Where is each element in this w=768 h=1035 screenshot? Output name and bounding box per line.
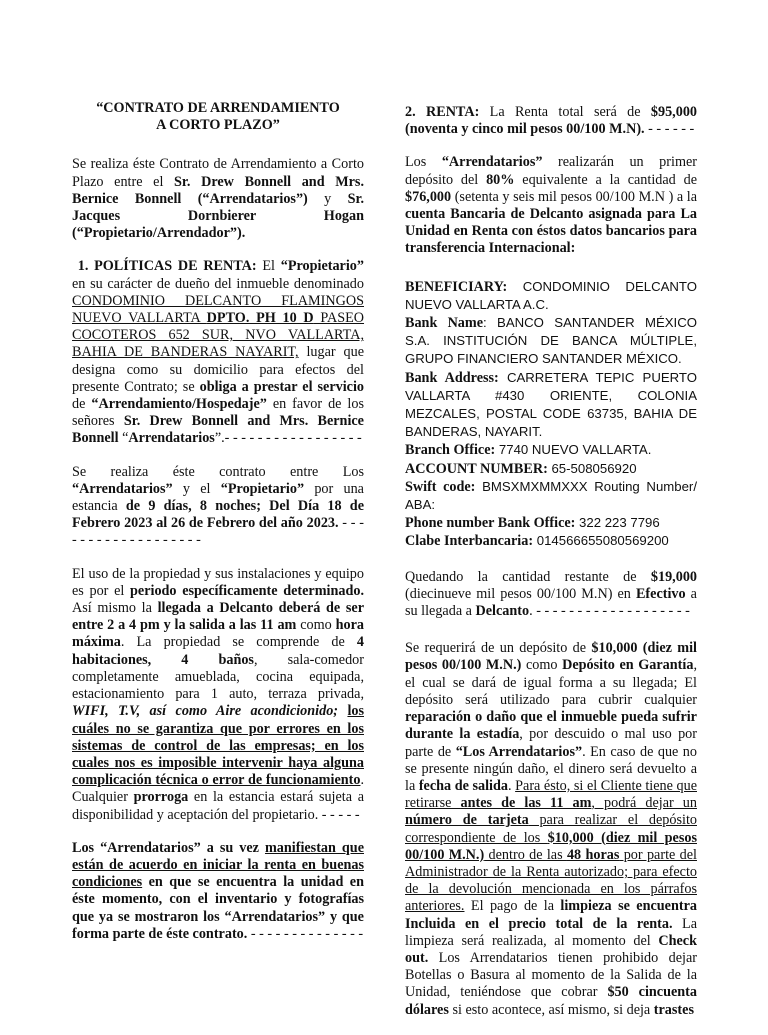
- restante-paragraph: Quedando la cantidad restante de $19,000 (diecinueve mil pesos 00/100 M.N) en Efectivo a su llegada a Delcanto. - - - - - - - - - - - - - - - - - - -: [405, 568, 697, 620]
- renta-heading: 2. RENTA:: [405, 104, 480, 120]
- estancia-paragraph: Se realiza éste contrato entre Los “Arrendatarios” y el “Propietario” por una estancia de 9 días, 8 noches; Del Día 18 de Febrero 2023 al 26 de Febrero del año 2023. - - - - - - - - - - - - - - - - - - -: [72, 463, 364, 549]
- deposito-80-paragraph: Los “Arrendatarios” realizarán un primer depósito del 80% equivalente a la cantidad de $76,000 (setenta y seis mil pesos 00/100 M.N ) a la cuenta Bancaria de Delcanto asignada para La Unidad en Renta con éstos datos bancarios para transferencia Internacional:: [405, 154, 697, 257]
- manifiestan-paragraph: Los “Arrendatarios” a su vez manifiestan que están de acuerdo en iniciar la renta en buenas condiciones en que se encuentra la unidad en éste momento, con el inventario y fotografías que ya se mostraron los “Arrendatarios” y que forma parte de éste contrato. - - - - - - - - - - - - - -: [72, 839, 364, 942]
- contract-title: [72, 100, 364, 134]
- left-column: [72, 100, 364, 959]
- title-line-2: A CORTO PLAZO”: [156, 117, 280, 134]
- uso-paragraph: El uso de la propiedad y sus instalaciones y equipo es por el periodo específicamente determinado. Así mismo la llegada a Delcanto deberá de ser entre 2 a 4 pm y la salida a las 11 am como hora máxima. La propiedad se comprende de 4 habitaciones, 4 baños, sala-comedor completamente amueblada, cocina equipada, estacionamiento para 1 auto, terraza privada, WIFI, T.V, así como Aire acondicionido; los cuáles no se garantiza que por errores en los sistemas de control de las empresas; en los cuales nos es imposible intervenir haya alguna complicación técnica o error de funcionamiento. Cualquier prorroga en la estancia estará sujeta a disponibilidad y aceptación del propietario. - - - - -: [72, 565, 364, 823]
- bank-phone: Phone number Bank Office: 322 223 7796: [405, 515, 660, 532]
- bank-name: Bank Name: BANCO SANTANDER MÉXICO S.A. INSTITUCIÓN DE BANCA MÚLTIPLE, GRUPO FINANCIERO SANTANDER MÉXICO.: [405, 315, 697, 367]
- right-column: [405, 104, 697, 1035]
- bank-swift: Swift code: BMSXMXMMXXX Routing Number/ ABA:: [405, 478, 697, 513]
- politicas-paragraph: 1. POLÍTICAS DE RENTA: El “Propietario” en su carácter de dueño del inmueble denominado CONDOMINIO DELCANTO FLAMINGOS NUEVO VALLARTA DPTO. PH 10 D PASEO COCOTEROS 652 SUR, NVO VALLARTA, BAHIA DE BANDERAS NAYARIT, lugar que designa como su domicilio para efectos del presente Contrato; se obliga a prestar el servicio de “Arrendamiento/Hospedaje” en favor de los señores Sr. Drew Bonnell and Mrs. Bernice Bonnell “Arrendatarios”.- - - - - - - - - - - - - - - - -: [72, 258, 365, 447]
- bank-beneficiary: BENEFICIARY: CONDOMINIO DELCANTO NUEVO VALLARTA A.C.: [405, 278, 697, 312]
- garantia-paragraph: Se requerirá de un depósito de $10,000 (diez mil pesos 00/100 M.N.) como Depósito en Garantía, el cual se dará de igual forma a su llegada; El depósito será utilizado para cubrir cualquier reparación o daño que el inmueble pueda sufrir durante la estadía, por descuido o mal uso por parte de “Los Arrendatarios”. En caso de que no se presente ningún daño, el dinero será devuelto a la fecha de salida. Para ésto, si el Cliente tiene que retirarse antes de las 11 am, podrá dejar un número de tarjeta para realizar el depósito correspondiente de los $10,000 (diez mil pesos 00/100 M.N.) dentro de las 48 horas por parte del Administrador de la Renta autorizado; para efecto de la devolución mencionada en los párrafos anteriores. El pago de la limpieza se encuentra Incluida en el precio total de la renta. La limpieza será realizada, al momento del Check out. Los Arrendatarios tienen prohibido dejar Botellas o Basura al momento de la Salida de la Unidad, teniéndose que cobrar $50 cincuenta dólares si esto acontece, así mismo, si deja trastes: [405, 640, 697, 1018]
- bank-address: Bank Address: CARRETERA TEPIC PUERTO VALLARTA #430 ORIENTE, COLONIA MEZCALES, POSTAL CODE 63735, BAHIA DE BANDERAS, NAYARIT.: [405, 369, 698, 440]
- bank-clabe: Clabe Interbancaria: 014566655080569200: [405, 533, 669, 550]
- title-line-1: “CONTRATO DE ARRENDAMIENTO: [96, 100, 340, 116]
- renta-paragraph: 2. RENTA: La Renta total será de $95,000 (noventa y cinco mil pesos 00/100 M.N). - - - - - -: [405, 104, 697, 138]
- bank-branch: Branch Office: 7740 NUEVO VALLARTA.: [405, 442, 652, 459]
- bank-details: [405, 278, 697, 551]
- politicas-heading: 1. POLÍTICAS DE RENTA:: [77, 258, 257, 275]
- bank-account: ACCOUNT NUMBER: 65-508056920: [405, 460, 637, 477]
- intro-paragraph: Se realiza éste Contrato de Arrendamiento a Corto Plazo entre el Sr. Drew Bonnell and Mrs. Bernice Bonnell (“Arrendatarios”) y Sr. Jacques Dornbierer Hogan (“Propietario/Arrendador”).: [72, 156, 364, 242]
